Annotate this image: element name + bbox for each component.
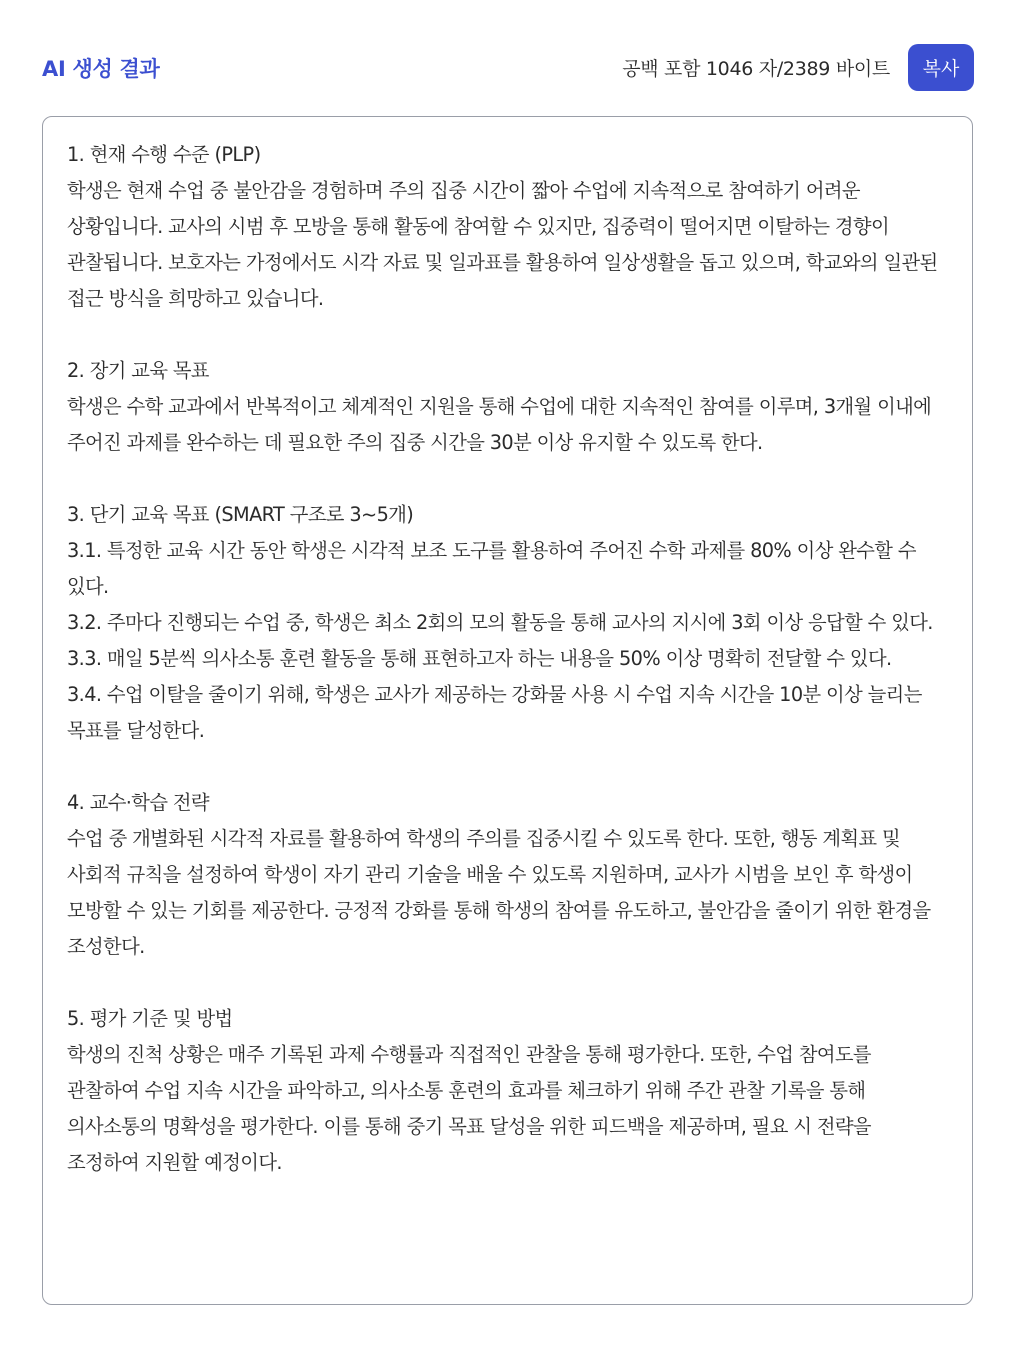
header-actions — [622, 44, 974, 91]
result-text-box[interactable] — [42, 116, 973, 1305]
result-header — [42, 44, 974, 91]
copy-button[interactable]: 복사 — [908, 44, 974, 91]
result-title: AI 생성 결과 — [42, 56, 160, 81]
result-text: 1. 현재 수행 수준 (PLP) 학생은 현재 수업 중 불안감을 경험하며 주의 집중 시간이 짧아 수업에 지속적으로 참여하기 어려운 상황입니다. 교사의 시범 후 모방을 통해 활동에 참여할 수 있지만, 집중력이 떨어지면 이탈하는 경향이 관찰됩니다. 보호자는 가정에서도 시각 자료 및 일과표를 활용하여 일상생활을 돕고 있으며, 학교와의 일관된 접근 방식을 희망하고 있습니다. 2. 장기 교육 목표 학생은 수학 교과에서 반복적이고 체계적인 지원을 통해 수업에 대한 지속적인 참여를 이루며, 3개월 이내에 주어진 과제를 완수하는 데 필요한 주의 집중 시간을 30분 이상 유지할 수 있도록 한다. 3. 단기 교육 목표 (SMART 구조로 3~5개) 3.1. 특정한 교육 시간 동안 학생은 시각적 보조 도구를 활용하여 주어진 수학 과제를 80% 이상 완수할 수 있다. 3.2. 주마다 진행되는 수업 중, 학생은 최소 2회의 모의 활동을 통해 교사의 지시에 3회 이상 응답할 수 있다. 3.3. 매일 5분씩 의사소통 훈련 활동을 통해 표현하고자 하는 내용을 50% 이상 명확히 전달할 수 있다. 3.4. 수업 이탈을 줄이기 위해, 학생은 교사가 제공하는 강화물 사용 시 수업 지속 시간을 10분 이상 늘리는 목표를 달성한다. 4. 교수·학습 전략 수업 중 개별화된 시각적 자료를 활용하여 학생의 주의를 집중시킬 수 있도록 한다. 또한, 행동 계획표 및 사회적 규칙을 설정하여 학생이 자기 관리 기술을 배울 수 있도록 지원하며, 교사가 시범을 보인 후 학생이 모방할 수 있는 기회를 제공한다. 긍정적 강화를 통해 학생의 참여를 유도하고, 불안감을 줄이기 위한 환경을 조성한다. 5. 평가 기준 및 방법 학생의 진척 상황은 매주 기록된 과제 수행률과 직접적인 관찰을 통해 평가한다. 또한, 수업 참여도를 관찰하여 수업 지속 시간을 파악하고, 의사소통 훈련의 효과를 체크하기 위해 주간 관찰 기록을 통해 의사소통의 명확성을 평가한다. 이를 통해 중기 목표 달성을 위한 피드백을 제공하며, 필요 시 전략을 조정하여 지원할 예정이다. — [67, 143, 938, 1174]
char-count-label: 공백 포함 1046 자/2389 바이트 — [622, 58, 890, 80]
